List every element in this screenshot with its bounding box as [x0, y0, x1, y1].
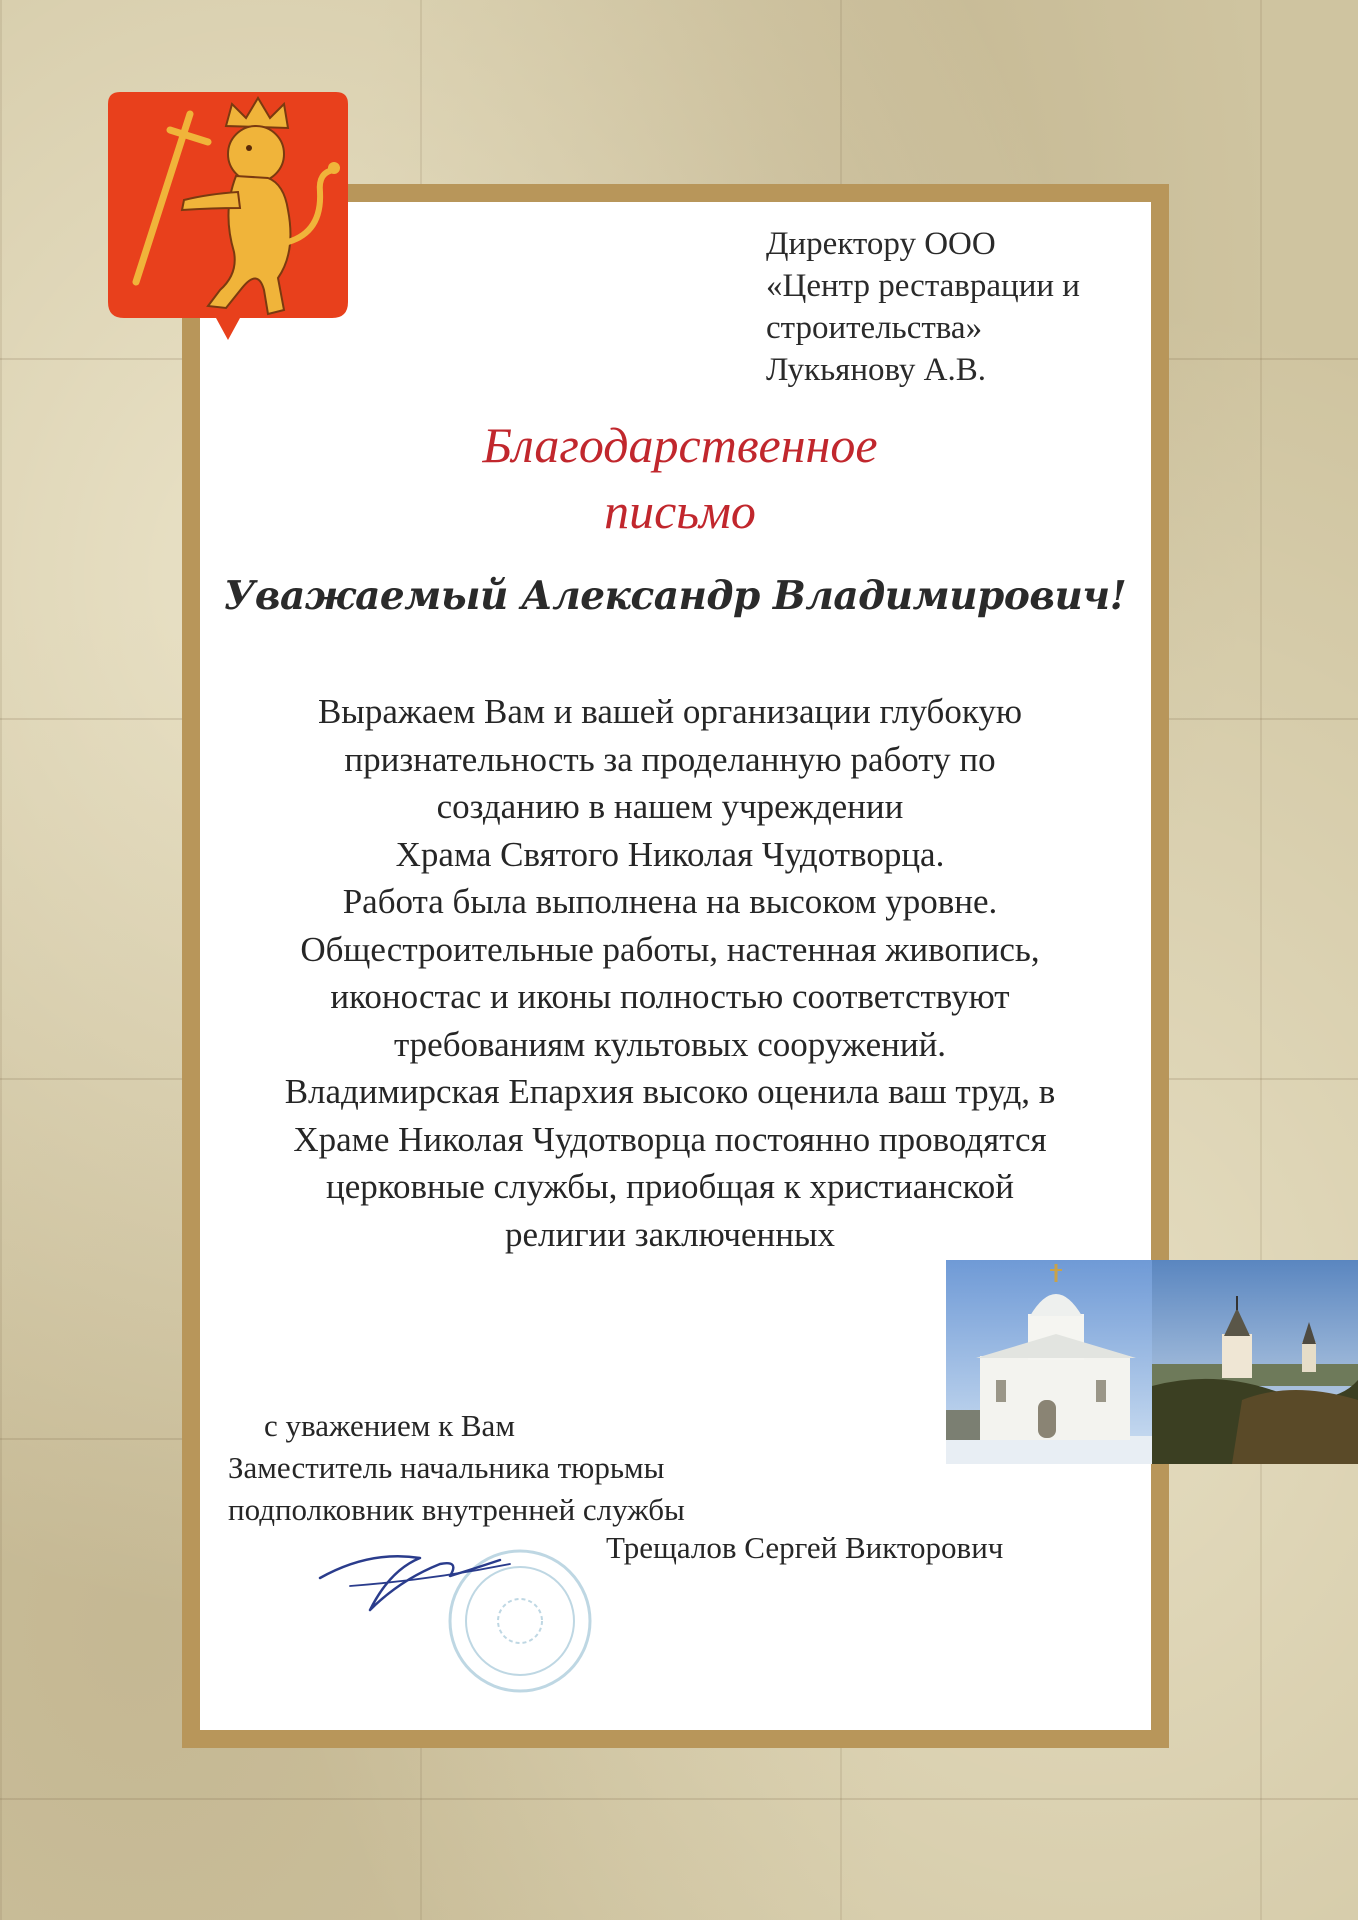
title-line-2: письмо [604, 483, 756, 539]
title-line-1: Благодарственное [482, 417, 878, 473]
body-line: Общестроительные работы, настенная живопись, [300, 929, 1040, 969]
closing-regards: с уважением к Вам [264, 1408, 515, 1443]
body-line: Работа была выполнена на высоком уровне. [342, 882, 998, 921]
recipient-line: Директору ООО [766, 226, 996, 262]
lion-crown-cross-emblem-icon [108, 92, 348, 342]
closing-rank: подполковник внутренней службы [228, 1492, 685, 1527]
closing-block [228, 1405, 928, 1531]
body-line: Владимирская Епархия высоко оценила ваш труд, в [284, 1072, 1056, 1111]
salutation: Уважаемый Александр Владимирович! [223, 573, 1127, 619]
body-line: признательность за проделанную работу по [344, 739, 996, 779]
body-line: созданию в нашем учреждении [436, 787, 904, 826]
recipient-line: «Центр реставрации и [766, 268, 1080, 304]
body-line: требованиям культовых сооружений. [393, 1024, 947, 1064]
white-cathedral-photo-icon [946, 1260, 1152, 1464]
church-landscape-photo-icon [1152, 1260, 1358, 1464]
body-line: Храма Святого Николая Чудотворца. [395, 834, 945, 874]
body-line: Выражаем Вам и вашей организации глубокую [317, 692, 1023, 731]
closing-position: Заместитель начальника тюрьмы [228, 1450, 665, 1485]
body-line: религии заключенных [504, 1214, 836, 1254]
recipient-line: строительства» [766, 310, 983, 346]
recipient-line: Лукьянову А.В. [766, 352, 987, 388]
recipient-block [766, 223, 1126, 391]
body-line: церковные службы, приобщая к христианской [325, 1167, 1015, 1206]
body-line: Храме Николая Чудотворца постоянно проводятся [293, 1119, 1047, 1159]
handwritten-signature-icon [310, 1520, 530, 1620]
letter-title [380, 412, 980, 544]
church-photos [946, 1260, 1358, 1464]
signer-name: Трещалов Сергей Викторович [606, 1530, 1004, 1565]
letter-body [200, 688, 1140, 1258]
body-line: иконостас и иконы полностью соответствуют [330, 977, 1010, 1016]
